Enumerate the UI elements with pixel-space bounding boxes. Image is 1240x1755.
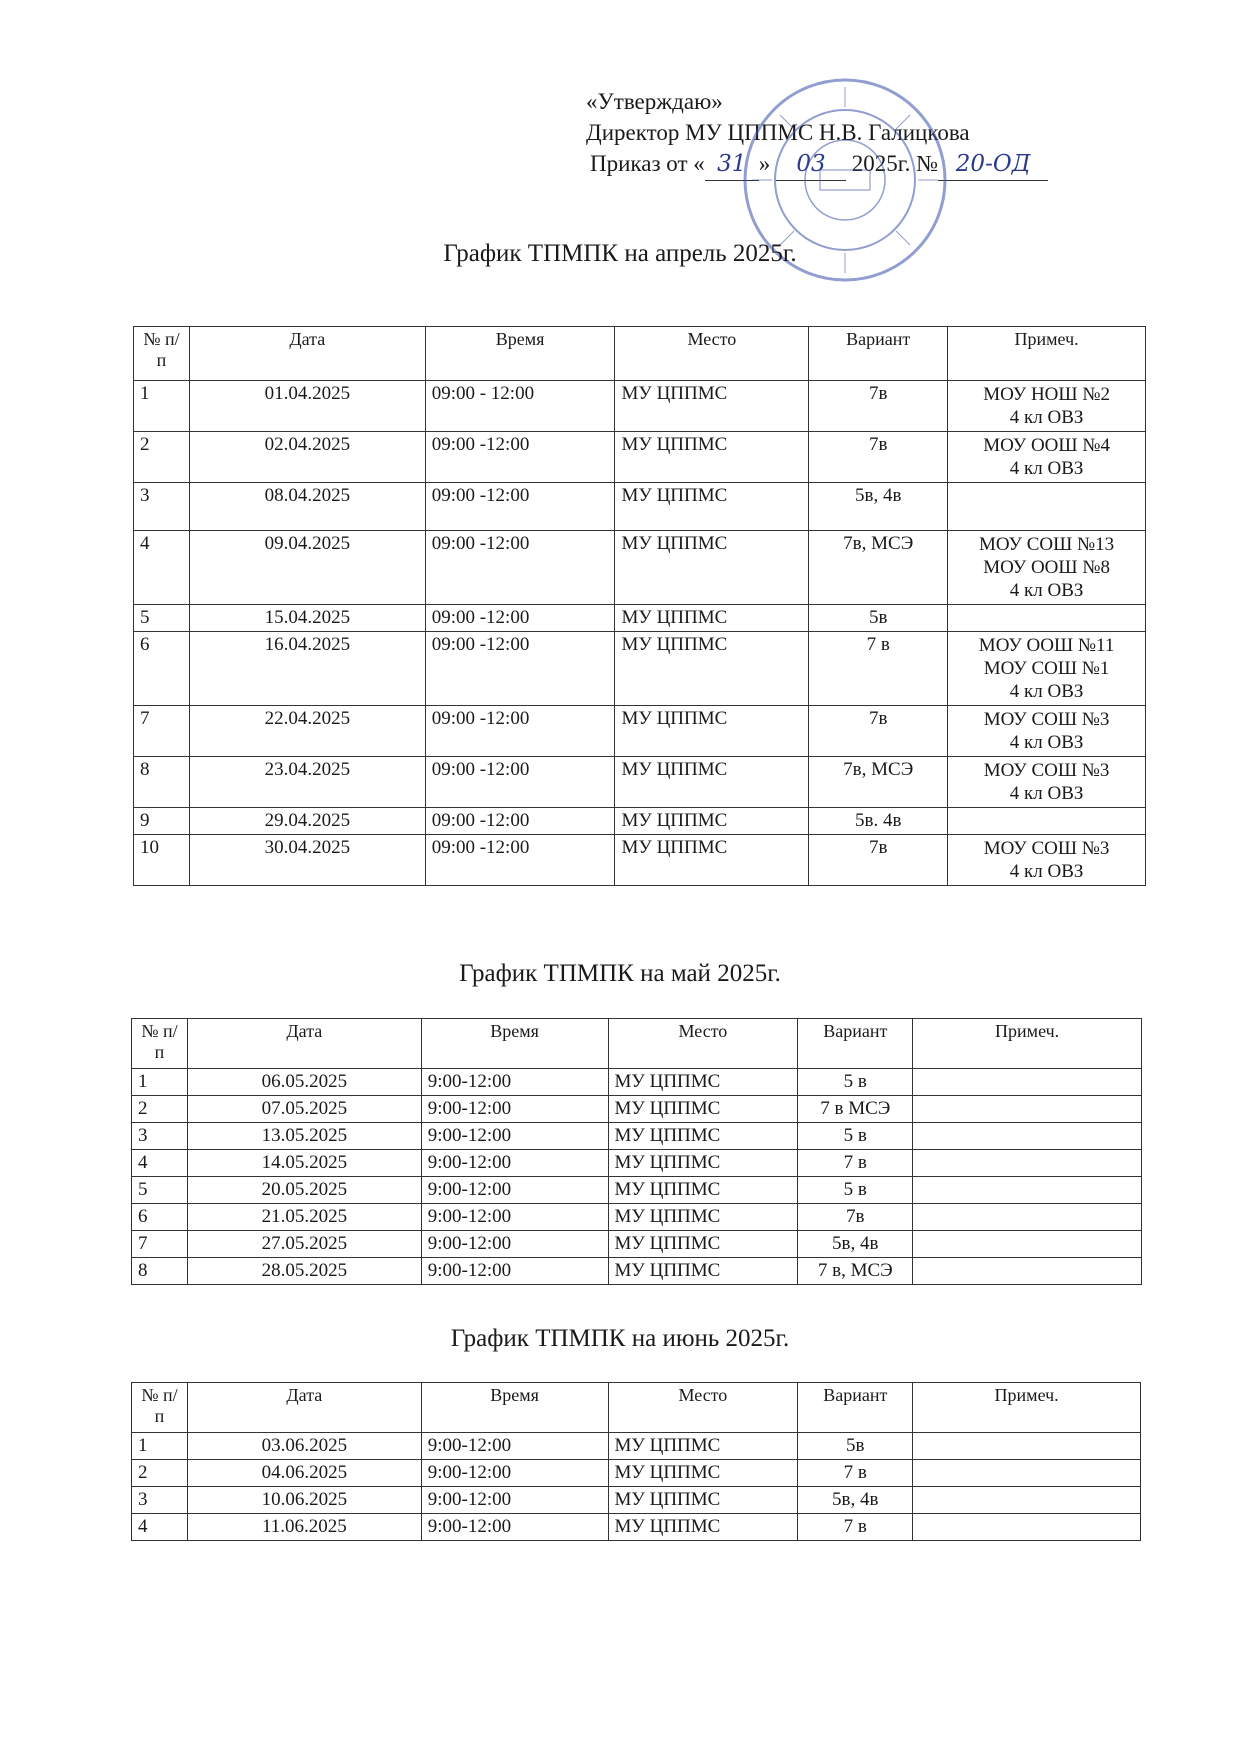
- director-line: Директор МУ ЦППМС Н.В. Галицкова: [586, 120, 970, 145]
- june-header-row: [132, 1383, 1141, 1433]
- cell-place: МУ ЦППМС: [608, 1150, 798, 1177]
- table-row: [134, 483, 1146, 531]
- cell-date: 11.06.2025: [187, 1514, 421, 1541]
- cell-num: 1: [132, 1069, 188, 1096]
- cell-variant: 5в: [809, 605, 948, 632]
- cell-time: 9:00-12:00: [421, 1231, 608, 1258]
- table-row: [132, 1487, 1141, 1514]
- cell-date: 29.04.2025: [189, 808, 425, 835]
- col-variant: Вариант: [809, 327, 948, 381]
- cell-note: [948, 531, 1146, 605]
- cell-time: 9:00-12:00: [421, 1204, 608, 1231]
- col-note: Примеч.: [913, 1383, 1141, 1433]
- col-date: Дата: [187, 1383, 421, 1433]
- cell-note: [948, 605, 1146, 632]
- table-row: [132, 1123, 1142, 1150]
- cell-note: [913, 1258, 1142, 1285]
- cell-note: [948, 757, 1146, 808]
- cell-num: 1: [132, 1433, 188, 1460]
- cell-note: [913, 1096, 1142, 1123]
- cell-date: 20.05.2025: [187, 1177, 421, 1204]
- approve-heading: «Утверждаю»: [586, 89, 723, 114]
- cell-place: МУ ЦППМС: [615, 381, 809, 432]
- note-line: 4 кл ОВЗ: [1009, 783, 1084, 804]
- cell-time: 09:00 -12:00: [425, 605, 615, 632]
- cell-time: 9:00-12:00: [421, 1433, 608, 1460]
- cell-place: МУ ЦППМС: [615, 706, 809, 757]
- cell-date: 01.04.2025: [189, 381, 425, 432]
- cell-place: МУ ЦППМС: [608, 1514, 798, 1541]
- cell-time: 09:00 -12:00: [425, 531, 615, 605]
- order-year: 2025г. №: [851, 151, 939, 176]
- col-time: Время: [421, 1383, 608, 1433]
- april-title: График ТПМПК на апрель 2025г.: [443, 240, 797, 267]
- cell-variant: 5в, 4в: [798, 1487, 913, 1514]
- table-row: [132, 1258, 1142, 1285]
- cell-variant: 7 в: [798, 1460, 913, 1487]
- note-line: МОУ СОШ №3: [983, 709, 1110, 730]
- cell-date: 02.04.2025: [189, 432, 425, 483]
- note-line: 4 кл ОВЗ: [1009, 681, 1084, 702]
- cell-date: 13.05.2025: [187, 1123, 421, 1150]
- cell-variant: 7 в МСЭ: [798, 1096, 913, 1123]
- order-mid: »: [758, 151, 771, 176]
- cell-num: 1: [134, 381, 190, 432]
- cell-time: 09:00 -12:00: [425, 632, 615, 706]
- cell-date: 28.05.2025: [187, 1258, 421, 1285]
- cell-place: МУ ЦППМС: [615, 483, 809, 531]
- cell-note: [913, 1460, 1141, 1487]
- cell-note: [948, 706, 1146, 757]
- cell-time: 09:00 - 12:00: [425, 381, 615, 432]
- cell-date: 27.05.2025: [187, 1231, 421, 1258]
- table-row: [132, 1514, 1141, 1541]
- table-row: [134, 432, 1146, 483]
- cell-place: МУ ЦППМС: [608, 1231, 798, 1258]
- cell-note: [948, 808, 1146, 835]
- note-line: МОУ СОШ №3: [983, 760, 1110, 781]
- cell-place: МУ ЦППМС: [615, 632, 809, 706]
- cell-time: 09:00 -12:00: [425, 808, 615, 835]
- cell-date: 06.05.2025: [187, 1069, 421, 1096]
- cell-note: [913, 1069, 1142, 1096]
- cell-num: 5: [132, 1177, 188, 1204]
- cell-time: 09:00 -12:00: [425, 835, 615, 886]
- cell-num: 6: [132, 1204, 188, 1231]
- note-line: МОУ ООШ №4: [983, 435, 1110, 456]
- cell-date: 22.04.2025: [189, 706, 425, 757]
- cell-time: 9:00-12:00: [421, 1487, 608, 1514]
- cell-note: [913, 1487, 1141, 1514]
- cell-variant: 7в: [809, 835, 948, 886]
- cell-place: МУ ЦППМС: [615, 835, 809, 886]
- col-place: Место: [615, 327, 809, 381]
- table-row: [132, 1177, 1142, 1204]
- cell-num: 8: [132, 1258, 188, 1285]
- note-line: 4 кл ОВЗ: [1009, 407, 1084, 428]
- table-row: [134, 531, 1146, 605]
- cell-variant: 7в: [809, 432, 948, 483]
- note-line: МОУ ООШ №11: [978, 635, 1115, 656]
- table-row: [132, 1433, 1141, 1460]
- col-num: № п/п: [134, 327, 190, 381]
- cell-place: МУ ЦППМС: [608, 1204, 798, 1231]
- note-line: МОУ ООШ №8: [983, 557, 1110, 578]
- cell-date: 07.05.2025: [187, 1096, 421, 1123]
- table-row: [132, 1231, 1142, 1258]
- cell-num: 8: [134, 757, 190, 808]
- col-variant: Вариант: [798, 1383, 913, 1433]
- cell-place: МУ ЦППМС: [615, 605, 809, 632]
- cell-num: 3: [132, 1487, 188, 1514]
- cell-date: 10.06.2025: [187, 1487, 421, 1514]
- cell-place: МУ ЦППМС: [615, 432, 809, 483]
- cell-date: 08.04.2025: [189, 483, 425, 531]
- cell-place: МУ ЦППМС: [615, 531, 809, 605]
- table-row: [134, 381, 1146, 432]
- cell-note: [913, 1123, 1142, 1150]
- cell-num: 5: [134, 605, 190, 632]
- table-row: [134, 706, 1146, 757]
- cell-place: МУ ЦППМС: [608, 1258, 798, 1285]
- cell-note: [948, 381, 1146, 432]
- cell-num: 10: [134, 835, 190, 886]
- col-time: Время: [421, 1019, 608, 1069]
- june-table: [131, 1382, 1141, 1541]
- col-date: Дата: [187, 1019, 421, 1069]
- cell-note: [913, 1150, 1142, 1177]
- cell-variant: 7в: [809, 706, 948, 757]
- cell-num: 4: [132, 1150, 188, 1177]
- table-row: [134, 757, 1146, 808]
- order-prefix: Приказ от «: [590, 151, 705, 176]
- cell-num: 3: [134, 483, 190, 531]
- cell-time: 9:00-12:00: [421, 1177, 608, 1204]
- cell-place: МУ ЦППМС: [608, 1123, 798, 1150]
- table-row: [132, 1069, 1142, 1096]
- order-day: 31: [705, 149, 759, 181]
- col-num: № п/п: [132, 1383, 188, 1433]
- cell-note: [913, 1204, 1142, 1231]
- cell-date: 14.05.2025: [187, 1150, 421, 1177]
- order-month: 03: [776, 149, 846, 181]
- cell-num: 4: [132, 1514, 188, 1541]
- cell-place: МУ ЦППМС: [615, 757, 809, 808]
- cell-num: 9: [134, 808, 190, 835]
- cell-variant: 5 в: [798, 1069, 913, 1096]
- may-title: График ТПМПК на май 2025г.: [459, 960, 781, 987]
- note-line: 4 кл ОВЗ: [1009, 580, 1084, 601]
- cell-time: 9:00-12:00: [421, 1460, 608, 1487]
- cell-variant: 7 в: [798, 1150, 913, 1177]
- june-title: График ТПМПК на июнь 2025г.: [450, 1325, 790, 1352]
- cell-note: [948, 483, 1146, 531]
- cell-place: МУ ЦППМС: [608, 1460, 798, 1487]
- table-row: [132, 1204, 1142, 1231]
- cell-variant: 7 в, МСЭ: [798, 1258, 913, 1285]
- cell-variant: 5в, 4в: [798, 1231, 913, 1258]
- table-row: [134, 632, 1146, 706]
- cell-date: 23.04.2025: [189, 757, 425, 808]
- cell-variant: 5в, 4в: [809, 483, 948, 531]
- note-line: 4 кл ОВЗ: [1009, 732, 1084, 753]
- note-line: 4 кл ОВЗ: [1009, 861, 1084, 882]
- cell-variant: 5 в: [798, 1177, 913, 1204]
- cell-variant: 5в. 4в: [809, 808, 948, 835]
- cell-variant: 7в, МСЭ: [809, 757, 948, 808]
- col-date: Дата: [189, 327, 425, 381]
- cell-time: 9:00-12:00: [421, 1258, 608, 1285]
- cell-date: 03.06.2025: [187, 1433, 421, 1460]
- cell-date: 15.04.2025: [189, 605, 425, 632]
- cell-num: 7: [132, 1231, 188, 1258]
- cell-place: МУ ЦППМС: [608, 1487, 798, 1514]
- table-row: [132, 1460, 1141, 1487]
- cell-variant: 5в: [798, 1433, 913, 1460]
- cell-time: 09:00 -12:00: [425, 706, 615, 757]
- cell-num: 3: [132, 1123, 188, 1150]
- cell-place: МУ ЦППМС: [608, 1096, 798, 1123]
- cell-num: 4: [134, 531, 190, 605]
- table-row: [134, 835, 1146, 886]
- cell-variant: 7в: [809, 381, 948, 432]
- cell-date: 30.04.2025: [189, 835, 425, 886]
- cell-time: 9:00-12:00: [421, 1514, 608, 1541]
- col-num: № п/п: [132, 1019, 188, 1069]
- table-row: [134, 808, 1146, 835]
- cell-note: [913, 1433, 1141, 1460]
- cell-num: 2: [132, 1096, 188, 1123]
- cell-time: 09:00 -12:00: [425, 432, 615, 483]
- cell-variant: 7в: [798, 1204, 913, 1231]
- cell-time: 9:00-12:00: [421, 1150, 608, 1177]
- cell-note: [948, 835, 1146, 886]
- cell-note: [913, 1514, 1141, 1541]
- col-note: Примеч.: [913, 1019, 1142, 1069]
- cell-num: 2: [134, 432, 190, 483]
- cell-num: 2: [132, 1460, 188, 1487]
- cell-variant: 7 в: [798, 1514, 913, 1541]
- cell-time: 09:00 -12:00: [425, 757, 615, 808]
- cell-variant: 5 в: [798, 1123, 913, 1150]
- cell-num: 6: [134, 632, 190, 706]
- cell-time: 09:00 -12:00: [425, 483, 615, 531]
- note-line: МОУ СОШ №3: [983, 838, 1110, 859]
- note-line: МОУ СОШ №1: [983, 658, 1110, 679]
- cell-variant: 7 в: [809, 632, 948, 706]
- cell-time: 9:00-12:00: [421, 1096, 608, 1123]
- june-body: [132, 1433, 1141, 1541]
- cell-note: [948, 632, 1146, 706]
- cell-note: [913, 1177, 1142, 1204]
- cell-note: [913, 1231, 1142, 1258]
- cell-note: [948, 432, 1146, 483]
- col-time: Время: [425, 327, 615, 381]
- col-variant: Вариант: [798, 1019, 913, 1069]
- april-table: [133, 326, 1146, 886]
- col-place: Место: [608, 1383, 798, 1433]
- cell-date: 09.04.2025: [189, 531, 425, 605]
- cell-date: 16.04.2025: [189, 632, 425, 706]
- col-note: Примеч.: [948, 327, 1146, 381]
- cell-place: МУ ЦППМС: [608, 1177, 798, 1204]
- cell-place: МУ ЦППМС: [608, 1069, 798, 1096]
- cell-date: 21.05.2025: [187, 1204, 421, 1231]
- col-place: Место: [608, 1019, 798, 1069]
- cell-num: 7: [134, 706, 190, 757]
- table-row: [132, 1150, 1142, 1177]
- table-row: [132, 1096, 1142, 1123]
- april-header-row: [134, 327, 1146, 381]
- cell-place: МУ ЦППМС: [615, 808, 809, 835]
- may-header-row: [132, 1019, 1142, 1069]
- table-row: [134, 605, 1146, 632]
- cell-time: 9:00-12:00: [421, 1069, 608, 1096]
- may-body: [132, 1069, 1142, 1285]
- order-number: 20-ОД: [938, 149, 1048, 181]
- april-body: [134, 381, 1146, 886]
- cell-place: МУ ЦППМС: [608, 1433, 798, 1460]
- cell-date: 04.06.2025: [187, 1460, 421, 1487]
- note-line: МОУ НОШ №2: [983, 384, 1110, 405]
- note-line: МОУ СОШ №13: [978, 534, 1115, 555]
- cell-variant: 7в, МСЭ: [809, 531, 948, 605]
- cell-time: 9:00-12:00: [421, 1123, 608, 1150]
- may-table: [131, 1018, 1142, 1285]
- note-line: 4 кл ОВЗ: [1009, 458, 1084, 479]
